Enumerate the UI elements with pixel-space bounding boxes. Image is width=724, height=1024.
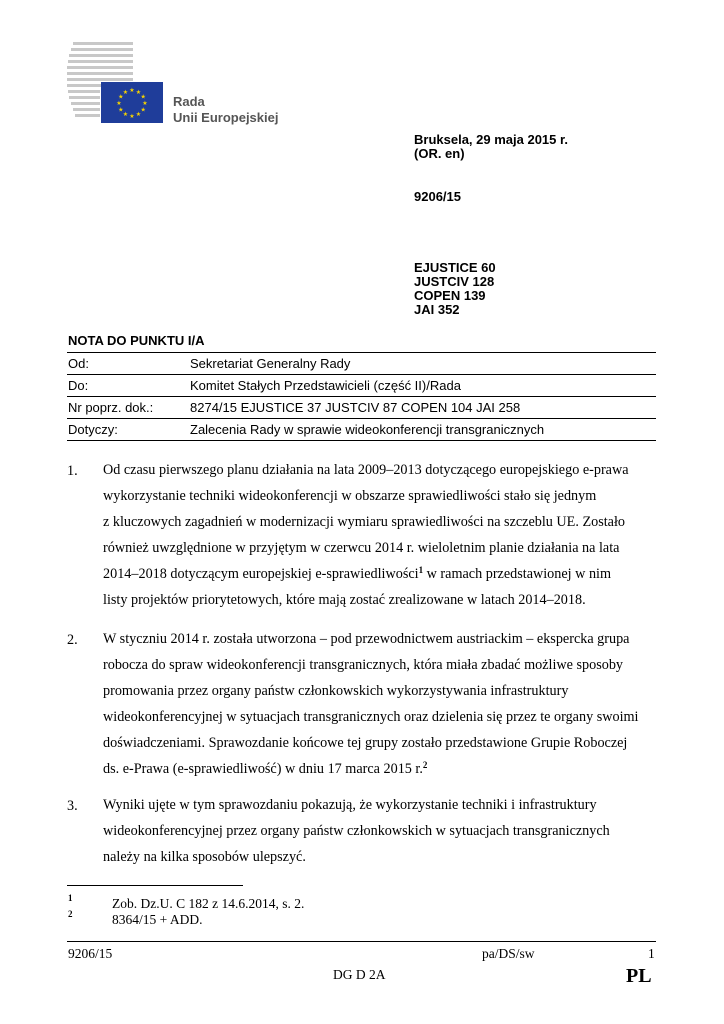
paragraph-line: W styczniu 2014 r. została utworzona – pod przewodnictwem austriackim – ekspercka grupa <box>103 631 630 647</box>
code-item: JAI 352 <box>414 302 460 317</box>
paragraph-number: 2. <box>67 632 78 648</box>
footer-doc-number: 9206/15 <box>68 946 113 961</box>
metadata-key: Od: <box>68 356 89 371</box>
svg-text:★: ★ <box>122 88 129 96</box>
footnote-mark: 1 <box>68 893 73 903</box>
paragraph-line: ds. e-Prawa (e-sprawiedliwość) w dniu 17 marca 2015 r. <box>103 761 423 777</box>
metadata-key: Do: <box>68 378 89 393</box>
paragraph-line: Wyniki ujęte w tym sprawozdaniu pokazują, że wykorzystanie techniki i infrastruktury <box>103 797 597 813</box>
paragraph-line: wideokonferencyjnej w sytuacjach transgranicznych oraz dzielenia się przez te organy swoimi <box>103 709 639 725</box>
footnote-text: Zob. Dz.U. C 182 z 14.6.2014, s. 2. <box>112 896 305 911</box>
paragraph-line: promowania przez organy państw członkowskich wykorzystywania infrastruktury <box>103 683 569 699</box>
paragraph-number: 3. <box>67 798 78 814</box>
council-name-line2: Unii Europejskiej <box>173 110 279 125</box>
svg-text:★: ★ <box>122 111 129 119</box>
metadata-key: Dotyczy: <box>68 422 118 437</box>
place-date-block <box>414 133 568 161</box>
svg-text:★: ★ <box>140 93 146 101</box>
svg-text:★: ★ <box>135 111 142 119</box>
code-item: EJUSTICE 60 <box>414 260 496 275</box>
code-item: COPEN 139 <box>414 288 486 303</box>
paragraph-text <box>103 626 663 782</box>
council-name <box>173 94 278 126</box>
place-date: Bruksela, 29 maja 2015 r. <box>414 132 568 147</box>
footer-dg: DG D 2A <box>333 967 386 982</box>
paragraph-line: wykorzystanie techniki wideokonferencji w obszarze sprawiedliwości stało się jednym <box>103 488 597 504</box>
svg-text:★: ★ <box>135 88 142 96</box>
note-title: NOTA DO PUNKTU I/A <box>68 333 205 348</box>
metadata-row-from <box>67 353 656 375</box>
paragraph-text <box>103 792 663 870</box>
footer-divider <box>67 941 656 942</box>
metadata-row-prev-doc <box>67 397 656 419</box>
metadata-key: Nr poprz. dok.: <box>68 400 154 415</box>
metadata-value: 8274/15 EJUSTICE 37 JUSTCIV 87 COPEN 104 JAI 258 <box>190 400 521 415</box>
paragraph-line: wideokonferencyjnej przez organy państw członkowskich w sytuacjach transgranicznych <box>103 823 610 839</box>
footnote-text: 8364/15 + ADD. <box>112 912 203 927</box>
paragraph-line: należy na kilka sposobów ulepszyć. <box>103 849 306 865</box>
footnote-ref[interactable]: 1 <box>418 565 424 575</box>
original-language: (OR. en) <box>414 146 465 161</box>
footnote-mark: 2 <box>68 909 73 919</box>
metadata-row-to <box>67 375 656 397</box>
footer-initials: pa/DS/sw <box>482 946 535 961</box>
code-item: JUSTCIV 128 <box>414 274 495 289</box>
paragraph-text <box>103 457 663 613</box>
classification-codes <box>414 261 496 317</box>
council-logo <box>67 40 307 130</box>
paragraph-line: Od czasu pierwszego planu działania na lata 2009–2013 dotyczącego europejskiego e-prawa <box>103 462 629 478</box>
document-number <box>414 190 461 204</box>
paragraph-line: również uwzględnione w przyjętym w czerwcu 2014 r. wieloletnim planie działania na lata <box>103 540 620 556</box>
paragraph-line: z kluczowych zagadnień w modernizacji wymiaru sprawiedliwości na szczeblu UE. Zostało <box>103 514 625 530</box>
svg-text:★: ★ <box>129 113 135 120</box>
metadata-row-subject <box>67 419 656 441</box>
metadata-value: Zalecenia Rady w sprawie wideokonferencji transgranicznych <box>190 422 545 437</box>
document-number-text: 9206/15 <box>414 189 461 204</box>
paragraph-line: doświadczeniami. Sprawozdanie końcowe tej grupy zostało przedstawione Grupie Roboczej <box>103 735 628 751</box>
svg-text:★: ★ <box>129 87 135 94</box>
paragraph-line-with-footnote <box>103 561 663 587</box>
svg-text:★: ★ <box>142 100 148 107</box>
paragraph-line: listy projektów priorytetowych, które mają zostać zrealizowane w latach 2014–2018. <box>103 592 586 608</box>
svg-text:★: ★ <box>118 93 124 101</box>
eu-flag-icon <box>101 82 163 123</box>
paragraph-line: robocza do spraw wideokonferencji transgranicznych, która miała zbadać możliwe sposoby <box>103 657 624 673</box>
footer-page-number: 1 <box>648 946 655 961</box>
metadata-value: Sekretariat Generalny Rady <box>190 356 351 371</box>
footnote-divider <box>67 885 243 886</box>
paragraph-line-tail: w ramach przedstawionej w nim <box>423 566 612 582</box>
language-code: PL <box>626 965 652 987</box>
metadata-table <box>67 352 656 441</box>
metadata-value: Komitet Stałych Przedstawicieli (część II)/Rada <box>190 378 461 393</box>
paragraph-line-with-footnote <box>103 756 663 782</box>
footnote-ref[interactable]: 2 <box>422 760 428 770</box>
svg-text:★: ★ <box>140 106 146 114</box>
council-name-line1: Rada <box>173 94 205 109</box>
svg-text:★: ★ <box>116 100 122 107</box>
svg-text:★: ★ <box>118 106 124 114</box>
paragraph-number: 1. <box>67 463 78 479</box>
paragraph-line: 2014–2018 dotyczącym europejskiej e-sprawiedliwości <box>103 566 419 582</box>
